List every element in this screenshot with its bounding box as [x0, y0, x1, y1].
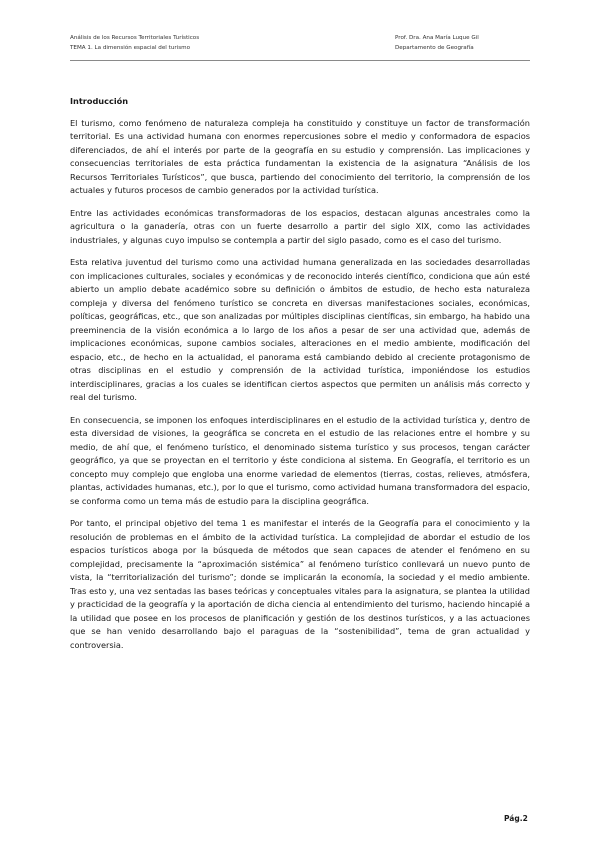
paragraph: Por tanto, el principal objetivo del tema 1 es manifestar el interés de la Geografía para el conocimiento y la resolución de problemas en el ámbito de la actividad turística. La complejidad de abordar el estudio de los espacios turísticos aboga por la búsqueda de métodos que sean capaces de atender el fenómeno en su complejidad, precisamente la “aproximación sistémica” al fenómeno turístico conllevará un nuevo punto de vista, la “territorialización del turismo”; donde se implicarán la economía, la sociedad y el medio ambiente. Tras esto y, una vez sentadas las bases teóricas y conceptuales vitales para la asignatura, se plantea la utilidad y practicidad de la geografía y la aportación de dicha ciencia al entendimiento del turismo, haciendo hincapié a la utilidad que posee en los procesos de planificación y gestión de los destinos turísticos, y a las actuaciones que se han venido desarrollando bajo el paraguas de la “sostenibilidad”, tema de gran actualidad y controversia. — [70, 518, 530, 650]
paragraph: El turismo, como fenómeno de naturaleza compleja ha constituido y constituye un factor de transformación territorial. Es una actividad humana con enormes repercusiones sobre el medio y conformadora de espacios diferenciados, de ahí el interés por parte de la geografía en su estudio y comprensión. Las implicaciones y consecuencias territoriales de esta práctica fundamentan la existencia de la asignatura “Análisis de los Recursos Territoriales Turísticos”, que busca, partiendo del conocimiento del territorio, la comprensión de los actuales y futuros procesos de cambio generados por la actividad turística. — [70, 117, 530, 195]
course-title: Análisis de los Recursos Territoriales Turísticos — [70, 35, 200, 41]
topic-title: TEMA 1. La dimensión espacial del turismo — [70, 44, 191, 51]
department-name: Departamento de Geografía — [395, 44, 474, 51]
document-body — [70, 95, 530, 661]
page-number: Pág.2 — [504, 814, 528, 823]
section-heading: Introducción — [70, 96, 129, 106]
paragraph: En consecuencia, se imponen los enfoques interdisciplinares en el estudio de la actividad turística y, dentro de esta diversidad de visiones, la geográfica se concreta en el estudio de las relaciones entre el hombre y su medio, de ahí que, el fenómeno turístico, el denominado sistema turístico y sus procesos, tengan carácter geográfico, ya que se proyectan en el territorio y éste condiciona al sistema. En Geografía, el territorio es un concepto muy complejo que engloba una enorme variedad de elementos (tierras, costas, relieves, atmósfera, plantas, actividades humanas, etc.), por lo que el turismo, como actividad humana transformadora del espacio, se conforma como un tema más de estudio para la disciplina geográfica. — [70, 414, 530, 506]
paragraph: Esta relativa juventud del turismo como una actividad humana generalizada en las sociedades desarrolladas con implicaciones culturales, sociales y económicas y de reconocido interés científico, condiciona que aún esté abierto un amplio debate académico sobre su definición o ámbitos de estudio, de hecho esta naturaleza compleja y diversa del fenómeno turístico se concreta en diversas manifestaciones sociales, económicas, políticas, geográficas, etc., que son analizadas por múltiples disciplinas científicas, sin embargo, ha habido una preeminencia de la visión económica a lo largo de los años a pesar de ser una actividad que, además de implicaciones económicas, supone cambios sociales, alteraciones en el medio ambiente, modificación del espacio, etc., de hecho en la actualidad, el panorama está cambiando debido al creciente protagonismo de otras disciplinas en el estudio y comprensión de la actividad turística, imponiéndose los estudios interdisciplinares, gracias a los cuales se identifican ciertos aspectos que permiten un análisis más correcto y real del turismo. — [70, 257, 530, 402]
course-info — [70, 34, 199, 53]
author-info — [395, 34, 479, 53]
page-header — [70, 34, 530, 58]
header-divider — [70, 60, 530, 61]
author-name: Prof. Dra. Ana María Luque Gil — [395, 35, 479, 41]
paragraph: Entre las actividades económicas transformadoras de los espacios, destacan algunas ancestrales como la agricultura o la ganadería, otras con un fuerte desarrollo a partir del siglo XIX, como las actividades industriales, y algunas cuyo impulso se contempla a partir del siglo pasado, como es el caso del turismo. — [70, 207, 530, 245]
